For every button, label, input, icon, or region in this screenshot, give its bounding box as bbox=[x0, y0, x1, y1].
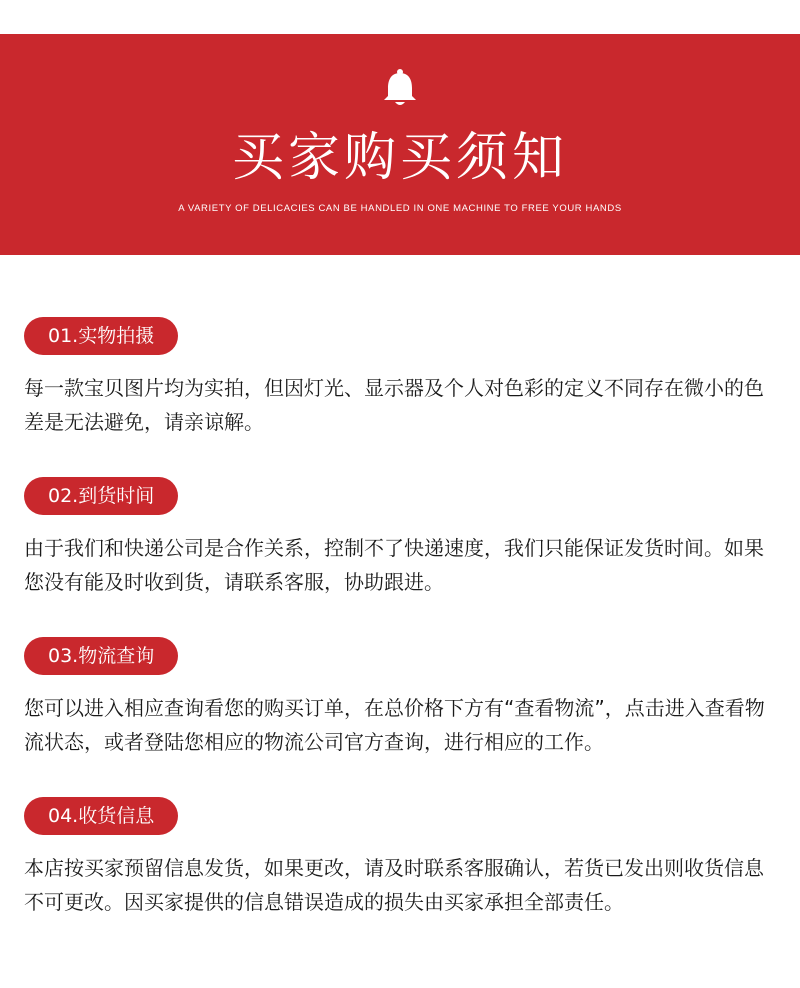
page-title: 买家购买须知 bbox=[231, 128, 568, 188]
section-text: 每一款宝贝图片均为实拍，但因灯光、显示器及个人对色彩的定义不同存在微小的色差是无法避免，请亲谅解。 bbox=[24, 376, 764, 434]
section-arrival-time bbox=[24, 477, 784, 599]
section-text: 由于我们和快递公司是合作关系，控制不了快递速度，我们只能保证发货时间。如果您没有能及时收到货，请联系客服，协助跟进。 bbox=[24, 536, 764, 594]
section-label: 02.到货时间 bbox=[24, 477, 178, 515]
section-text: 您可以进入相应查询看您的购买订单，在总价格下方有“查看物流”，点击进入查看物流状态，或者登陆您相应的物流公司官方查询，进行相应的工作。 bbox=[24, 696, 765, 754]
section-logistics-query bbox=[24, 637, 784, 759]
section-label: 04.收货信息 bbox=[24, 797, 178, 835]
section-text: 本店按买家预留信息发货，如果更改，请及时联系客服确认，若货已发出则收货信息不可更改。因买家提供的信息错误造成的损失由买家承担全部责任。 bbox=[24, 856, 764, 914]
section-actual-photos bbox=[24, 317, 784, 439]
section-label: 03.物流查询 bbox=[24, 637, 178, 675]
header-banner bbox=[0, 34, 800, 255]
section-label: 01.实物拍摄 bbox=[24, 317, 178, 355]
page-subtitle: A VARIETY OF DELICACIES CAN BE HANDLED IN ONE MACHINE TO FREE YOUR HANDS bbox=[178, 203, 622, 214]
section-delivery-info bbox=[24, 797, 784, 919]
bell-icon bbox=[381, 68, 419, 108]
